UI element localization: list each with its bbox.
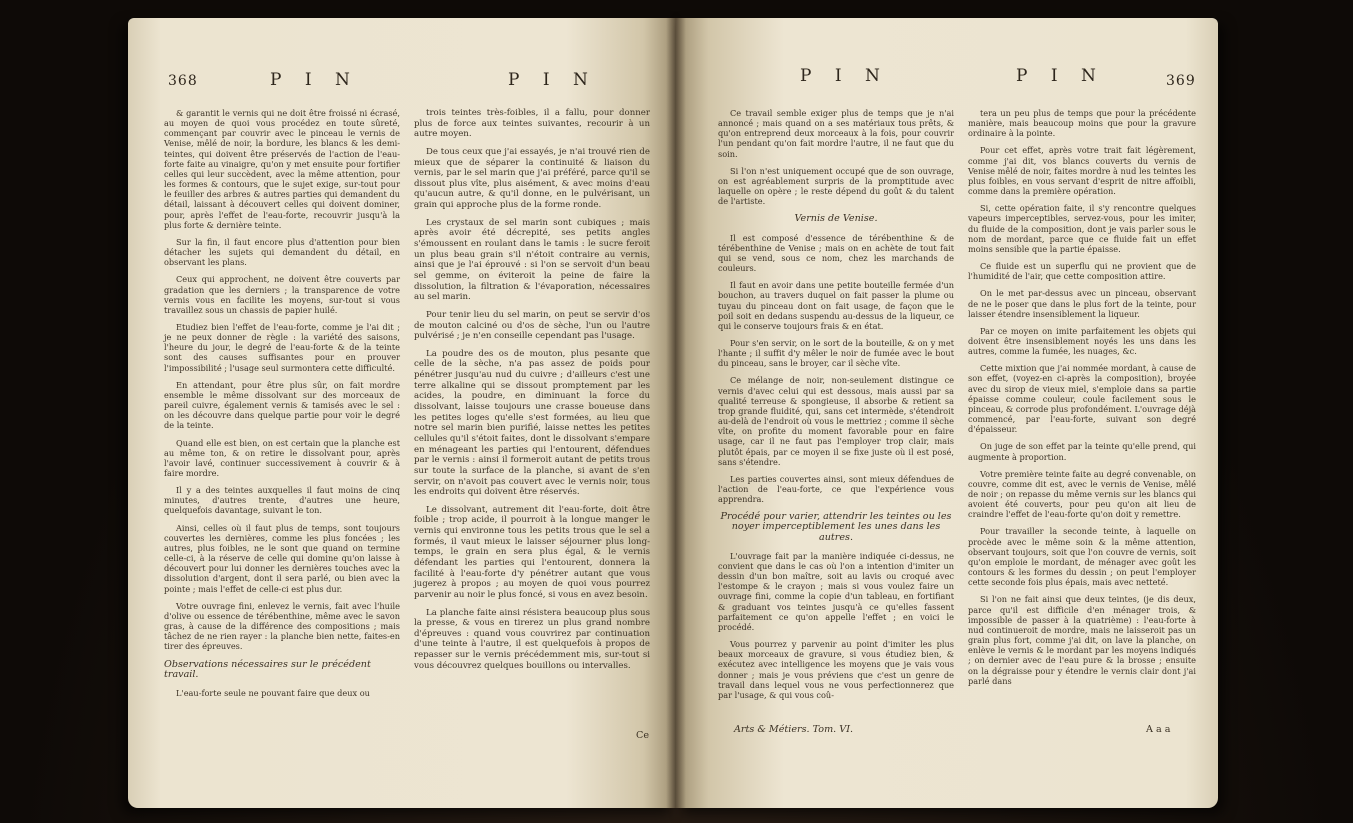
paragraph: Sur la fin, il faut encore plus d'attention pour bien détacher les sujets qui demandent du détail, en observant les plans. [164,236,400,268]
paragraph: Ainsi, celles où il faut plus de temps, sont toujours couvertes les dernières, comme les plus foncées ; les autres, plus foibles, ne le sont que quand on termine celle-ci, à la réserve de celle qui domine qu'on laisse à découvert pour lui donner les dernières touches avec la dissolution d'argent, dont il sera parlé, ou bien avec la pointe ; mais l'effet de celle-ci est plus dur. [164,522,400,594]
left-column-1-paragraphs [164,108,400,652]
right-column-1-paragraphs-c [718,551,954,700]
page-number-left: 368 [168,73,198,89]
paragraph: La planche faite ainsi résistera beaucoup plus sous la presse, & vous en tirerez un plus grand nombre d'épreuves : quand vous couvrirez par continuation d'une teinte à l'autre, il est quelquefois à propos de repasser sur le vernis précédemment mis, sur-tout si vous découvrez quelques bouillons ou intervalles. [414,607,650,671]
paragraph: Si l'on ne fait ainsi que deux teintes, (je dis deux, parce qu'il est difficile d'en ménager trois, & impossible de passer à la quatrième) : l'eau-forte à nud continueroit de mordre, mais ne laisseroit pas un grain plus fort, comme j'ai dit, on lave la planche, on enlève le vernis & le mordant par les moyens indiqués ; on dernier avec de l'eau pure & la brosse ; ensuite on la dégraisse pour y étendre le vernis clair dont j'ai parlé dans [968,594,1196,686]
paragraph: Il est composé d'essence de térébenthine & de térébenthine de Venise ; mais on en achète de tout fait qui se vend, sous ce nom, chez les marchands de couleurs. [718,232,954,274]
paragraph: Votre première teinte faite au degré convenable, on couvre, comme dit est, avec le vernis de Venise, mêlé de noir ; on repasse du même vernis sur les blancs qui avoient été couverts, pour peu qu'on ait lieu de craindre l'effet de l'eau-forte qu'on doit y remettre. [968,468,1196,520]
paragraph: L'ouvrage fait par la manière indiquée ci-dessus, ne convient que dans le cas où l'on a intention d'imiter un dessin d'un bon maître, soit au lavis ou croqué avec l'estompe & le crayon ; mais si vous voulez faire un ouvrage fini, comme la copie d'un tableau, en fortifiant & graduant vos teintes jusqu'à ce qu'elles fassent parfaitement ce qu'on appelle l'effet ; en voici le procédé. [718,550,954,632]
paragraph: Vous pourrez y parvenir au point d'imiter les plus beaux morceaux de gravure, si vous étudiez bien, & exécutez avec intelligence les moyens que je vais vous donner ; mais je vous préviens que c'est un genre de travail dans lequel vous ne vous perfectionnerez que par l'usage, & qui vous coû- [718,639,954,700]
right-page [676,18,1218,808]
running-head-right-b: P I N [1016,66,1105,86]
catchword: Ce [636,730,650,741]
paragraph: Votre ouvrage fini, enlevez le vernis, fait avec l'huile d'olive ou essence de térébenthine, même avec le savon gras, à cause de la différence des compositions ; mais tâchez de ne rien rayer : la planche bien nette, faites-en tirer des épreuves. [164,600,400,652]
footer-volume: Arts & Métiers. Tom. VI. [734,724,854,735]
paragraph: Etudiez bien l'effet de l'eau-forte, comme je l'ai dit ; je ne peux donner de règle : la variété des saisons, l'heure du jour, le degré de l'eau-forte & de la teinte sont des causes suffisantes pour en prouver l'impossibilité ; l'usage seul surmontera cette difficulté. [164,321,400,373]
section-heading-observations: Observations nécessaires sur le précédent travail. [164,658,371,680]
paragraph: En attendant, pour être plus sûr, on fait mordre ensemble le même dissolvant sur des morceaux de pareil cuivre, également vernis & tamisés avec le sel : on les découvre dans quelque partie pour voir le degré de la teinte. [164,379,400,431]
paragraph: On juge de son effet par la teinte qu'elle prend, qui augmente à proportion. [968,441,1196,462]
running-head-right-a: P I N [800,66,889,86]
page-number-right: 369 [1166,73,1196,89]
left-column-1 [164,108,400,705]
paragraph: Cette mixtion que j'ai nommée mordant, à cause de son effet, (voyez-en ci-après la composition), broyée avec du sirop de vieux miel, s'emploie dans sa partie épaisse comme couleur, coule facilement sous le pinceau, & corrode plus profondément. L'ouvrage déjà commencé, par l'eau-forte, suivant son degré d'épaisseur. [968,363,1196,435]
paragraph: Si, cette opération faite, il s'y rencontre quelques vapeurs imperceptibles, servez-vous, pour les imiter, du fluide de la composition, dont je vais parler sous le nom de mordant, parce que ce fluide fait un effet moins sensible que la partie épaisse. [968,203,1196,254]
running-head-left-a: P I N [270,70,359,90]
paragraph: Pour cet effet, après votre trait fait légèrement, comme j'ai dit, vos blancs couverts du vernis de Venise mêlé de noir, faites mordre à nud les teintes les plus foibles, en vous servant d'esprit de nitre affoibli, comme dans la première opération. [968,145,1196,197]
signature-mark: A a a [1146,724,1171,735]
paragraph: tera un peu plus de temps que pour la précédente manière, mais beaucoup moins que pour la gravure ordinaire à la pointe. [968,108,1196,139]
paragraph: On le met par-dessus avec un pinceau, observant de ne le poser que dans le plus fort de la teinte, pour laisser étendre insensiblement la liqueur. [968,288,1196,319]
right-column-1-paragraphs-a [718,108,954,206]
paragraph: Il y a des teintes auxquelles il faut moins de cinq minutes, d'autres trente, d'autres une heure, quelquefois davantage, suivant le ton. [164,485,400,516]
paragraph: Par ce moyen on imite parfaitement les objets qui doivent être insensiblement noyés les uns dans les autres, comme la fumée, les nuages, &c. [968,325,1196,357]
section-heading-procede: Procédé pour varier, attendrir les teintes ou les noyer imperceptiblement les unes dans les autres. [720,511,952,543]
paragraph: Les parties couvertes ainsi, sont mieux défendues de l'action de l'eau-forte, ce que l'expérience vous apprendra. [718,473,954,505]
paragraph: Ce travail semble exiger plus de temps que je n'ai annoncé ; mais quand on a ses matériaux tous prêts, & qu'on entreprend deux morceaux à la fois, pour couvrir l'un pendant qu'on fait mordre l'autre, il ne faut que du soin. [718,108,954,159]
paragraph-tail: L'eau-forte seule ne pouvant faire que deux ou [176,687,370,698]
section-heading-vernis: Vernis de Venise. [794,213,878,225]
paragraph: La poudre des os de mouton, plus pesante que celle de la sèche, n'a pas assez de poids pour pénétrer jusqu'au nud du cuivre ; d'ailleurs c'est une terre alkaline qui se dissout promptement par les acides, la poudre, en diminuant la force du dissolvant, laisse toujours une crasse boueuse dans les petites loges qu'elle s'est formées, au lieu que notre sel marin bien purifié, laisse nettes les petites cellules qu'il s'étoit faites, dont le dissolvant s'empare en ménageant les parties qui l'entourent, défendues par le vernis : ainsi il formeroit autant de petits trous sur toute la surface de la planche, si avant de s'en servir, on n'avoit pas couvert avec le vernis noir, tous les endroits qui doivent être réservés. [414,348,650,498]
running-head-left-b: P I N [508,70,597,90]
left-column-2 [414,108,650,678]
paragraph: Ce fluide est un superflu qui ne provient que de l'humidité de l'air, que cette composition attire. [968,261,1196,282]
right-column-2 [968,108,1196,693]
right-column-2-paragraphs [968,108,1196,686]
paragraph: De tous ceux que j'ai essayés, je n'ai trouvé rien de mieux que de séparer la continuité & liaison du vernis, par le sel marin que j'ai préféré, parce qu'il se dissout plus vîte, plus aisément, & avec moins d'eau qu'aucun autre, & qu'il donne, en le pulvérisant, un grain qui approche plus de la forme ronde. [414,146,650,211]
paragraph: Si l'on n'est uniquement occupé que de son ouvrage, on est agréablement surpris de la promptitude avec laquelle on opère ; le reste dépend du goût & du talent de l'artiste. [718,165,954,207]
paragraph: Pour travailler la seconde teinte, à laquelle on procède avec le même soin & la même attention, observant toujours, soit que l'on couvre de vernis, soit qu'on emploie le mordant, de ménager avec goût les contours & les formes du dessin ; on peut l'employer cette seconde fois plus épais, mais avec netteté. [968,526,1196,588]
paragraph: Les crystaux de sel marin sont cubiques ; mais après avoir été décrepité, ses petits angles s'émoussent en roulant dans le tamis : le sucre feroit un plus beau grain s'il n'étoit contraire au vernis, ainsi que je l'ai éprouvé : si l'on se servoit d'un beau sel gemme, on éviteroit la peine de faire la dissolution, la filtration & l'évaporation, nécessaires au sel marin. [414,217,650,303]
paragraph: & garantit le vernis qui ne doit être froissé ni écrasé, au moyen de quoi vous procédez en toute sûreté, commençant par couvrir avec le pinceau le vernis de Venise, mêlé de noir, la bordure, les blancs & les demi-teintes, qui doivent être préservés de l'action de l'eau-forte faite au vinaigre, qu'on y met ensuite pour fortifier celles qui leur succèdent, avec la même attention, pour les formes & contours, que le sujet exige, sur-tout pour le feuiller des arbres & autres parties qui demandent du détail, laissant à découvert celles qui doivent dominer, pour, après l'effet de l'eau-forte, recouvrir jusqu'à la plus forte & dernière teinte. [164,108,400,230]
paragraph: Ce mélange de noir, non-seulement distingue ce vernis d'avec celui qui est dessous, mais aussi par sa qualité terreuse & spongieuse, il absorbe & retient sa trop grande fluidité, qui, sans cet intermède, s'étendroit au-delà de l'endroit où vous le mettriez ; comme il sèche vîte, on profite du moment favorable pour en faire usage, car il ne faut pas l'employer trop clair, mais plutôt épais, par ce moyen il se fixe juste où il est posé, sans s'étendre. [718,375,954,467]
right-column-1 [718,108,954,707]
paragraph: Le dissolvant, autrement dit l'eau-forte, doit être foible ; trop acide, il pourroit à la longue manger le vernis qui environne tous les petits trous que le sel a formés, il vaut mieux le laisser séjourner plus long-temps, le grain en sera plus égal, & le vernis défendant les parties qui l'entourent, donnera la facilité à l'eau-forte d'y pénétrer autant que vous jugerez à propos ; au moyen de quoi vous pourrez parvenir au noir le plus foncé, si vous en avez besoin. [414,504,650,600]
left-column-2-paragraphs [414,108,650,671]
paragraph: Quand elle est bien, on est certain que la planche est au même ton, & on retire le dissolvant pour, après l'avoir lavé, continuer successivement à couvrir & à faire mordre. [164,437,400,478]
left-page [128,18,676,808]
paragraph: Pour s'en servir, on le sort de la bouteille, & on y met l'hante ; il suffit d'y mêler le noir de fumée avec le bout du pinceau, sans le broyer, car il sèche vîte. [718,337,954,369]
paragraph: trois teintes très-foibles, il a fallu, pour donner plus de force aux teintes suivantes, recourir à un autre moyen. [414,108,650,140]
paragraph: Pour tenir lieu du sel marin, on peut se servir d'os de mouton calciné ou d'os de sèche, l'un ou l'autre pulvérisé ; je n'en conseille cependant pas l'usage. [414,309,650,342]
paragraph: Ceux qui approchent, ne doivent être couverts par gradation que les derniers ; la transparence de votre vernis vous en facilite les moyens, sur-tout si vous travaillez sous un chassis de papier huilé. [164,274,400,315]
paragraph: Il faut en avoir dans une petite bouteille fermée d'un bouchon, au travers duquel on fait passer la plume ou tuyau du pinceau dont on fait usage, de façon que le poil soit en dedans suspendu au-dessus de la liqueur, ce qui le conserve toujours frais & en état. [718,280,954,331]
right-column-1-paragraphs-b [718,233,954,505]
